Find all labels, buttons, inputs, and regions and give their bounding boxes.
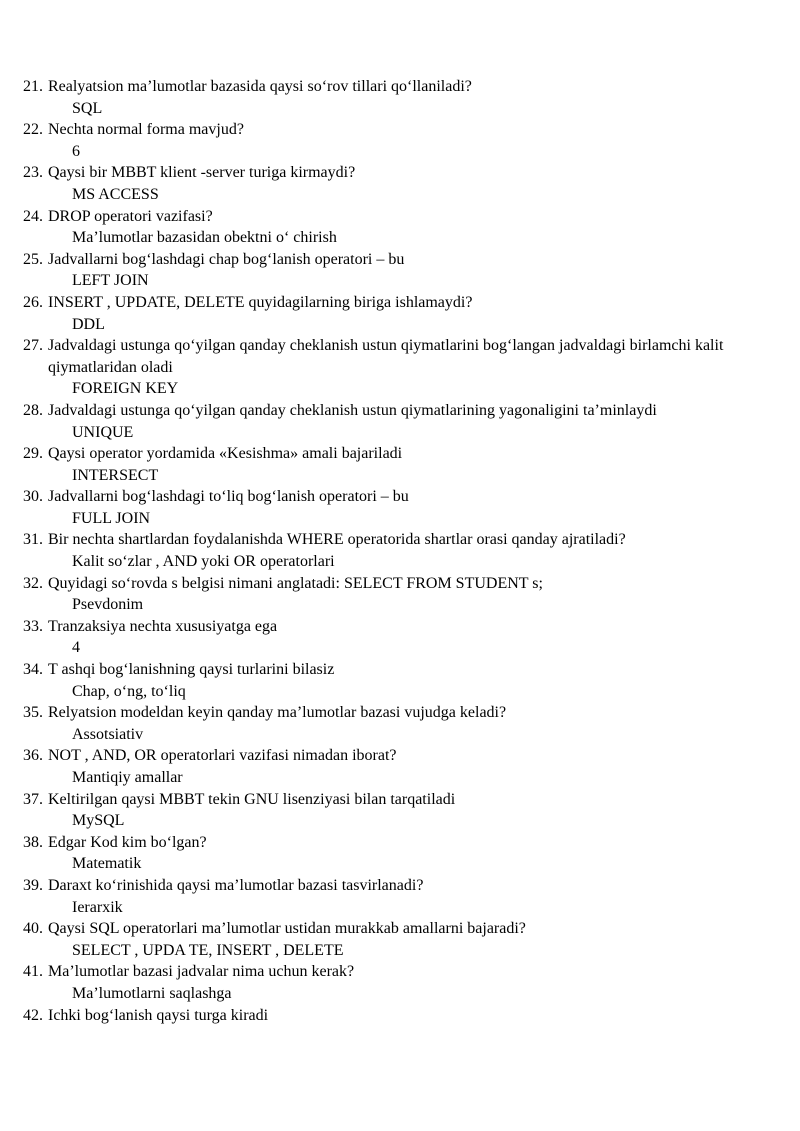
question-number: 24.: [23, 207, 43, 225]
question: [0, 961, 800, 983]
question: [0, 789, 800, 811]
answer-text: Matematik: [72, 855, 142, 873]
question-text: Qaysi operator yordamida «Kesishma» amali bajariladi: [48, 445, 403, 463]
question-text: INSERT , UPDATE, DELETE quyidagilarning biriga ishlamaydi?: [48, 293, 473, 311]
question: [0, 335, 800, 378]
question: [0, 443, 800, 465]
answer-text: FOREIGN KEY: [72, 380, 179, 398]
question-number: 34.: [23, 661, 43, 679]
question-number: 32.: [23, 574, 43, 592]
question-number: 26.: [23, 293, 43, 311]
question-text: Jadvaldagi ustunga qo‘yilgan qanday cheklanish ustun qiymatlarining yagonaligini ta’minlaydi: [48, 401, 657, 419]
question-text: Keltirilgan qaysi MBBT tekin GNU lisenziyasi bilan tarqatiladi: [48, 790, 456, 808]
answer-text: MySQL: [72, 812, 125, 830]
answer-text: FULL JOIN: [72, 509, 151, 527]
question-number: 29.: [23, 445, 43, 463]
question-number: 41.: [23, 963, 43, 981]
question-text: NOT , AND, OR operatorlari vazifasi nimadan iborat?: [48, 747, 397, 765]
qa-item: [0, 961, 800, 1004]
question-number: 38.: [23, 833, 43, 851]
answer-text: SELECT , UPDA TE, INSERT , DELETE: [72, 941, 344, 959]
question: [0, 573, 800, 595]
question-text: Jadvaldagi ustunga qo‘yilgan qanday cheklanish ustun qiymatlarini bog‘langan jadvaldagi birlamchi kalit qiymatlaridan oladi: [48, 337, 724, 376]
qa-item: [0, 745, 800, 788]
qa-item: [0, 616, 800, 659]
question: [0, 119, 800, 141]
question-text: Qaysi SQL operatorlari ma’lumotlar ustidan murakkab amallarni bajaradi?: [48, 920, 526, 938]
question-number: 21.: [23, 78, 43, 95]
question: [0, 400, 800, 422]
question: [0, 486, 800, 508]
question-number: 30.: [23, 488, 43, 506]
answer-text: DDL: [72, 315, 105, 333]
question: [0, 745, 800, 767]
qa-item: [0, 206, 800, 249]
question-text: Qaysi bir MBBT klient -server turiga kirmaydi?: [48, 164, 356, 182]
qa-item: [0, 529, 800, 572]
question-text: Bir nechta shartlardan foydalanishda WHERE operatorida shartlar orasi qanday ajratiladi?: [48, 531, 626, 549]
question: [0, 832, 800, 854]
qa-item: [0, 789, 800, 832]
question-text: Quyidagi so‘rovda s belgisi nimani anglatadi: SELECT FROM STUDENT s;: [48, 574, 543, 592]
qa-item: [0, 443, 800, 486]
answer-text: Mantiqiy amallar: [72, 769, 183, 786]
question: [0, 659, 800, 681]
question-text: Daraxt ko‘rinishida qaysi ma’lumotlar bazasi tasvirlanadi?: [48, 876, 424, 894]
question-text: Jadvallarni bog‘lashdagi chap bog‘lanish operatori – bu: [48, 250, 405, 268]
qa-item: [0, 335, 800, 400]
question-number: 33.: [23, 617, 43, 635]
question-number: 37.: [23, 790, 43, 808]
qa-item: [0, 400, 800, 443]
question-list: [0, 76, 800, 1026]
question: [0, 206, 800, 228]
qa-item: [0, 875, 800, 918]
question-number: 28.: [23, 401, 43, 419]
qa-item: [0, 249, 800, 292]
answer-text: INTERSECT: [72, 466, 159, 484]
answer-text: Ma’lumotlarni saqlashga: [72, 984, 232, 1002]
answer-text: 4: [72, 639, 80, 657]
qa-item: [0, 918, 800, 961]
question-number: 25.: [23, 250, 43, 268]
question-text: Jadvallarni bog‘lashdagi to‘liq bog‘lanish operatori – bu: [48, 488, 409, 506]
answer-text: Ma’lumotlar bazasidan obektni o‘ chirish: [72, 229, 337, 247]
question-text: Nechta normal forma mavjud?: [48, 121, 244, 139]
question-number: 39.: [23, 876, 43, 894]
qa-item: [0, 659, 800, 702]
question-number: 40.: [23, 920, 43, 938]
question: [0, 875, 800, 897]
qa-item: [0, 292, 800, 335]
qa-item: [0, 76, 800, 119]
question: [0, 702, 800, 724]
question: [0, 529, 800, 551]
answer-text: LEFT JOIN: [72, 272, 149, 290]
question-number: 35.: [23, 704, 43, 722]
question: [0, 162, 800, 184]
answer-text: Ierarxik: [72, 898, 123, 916]
qa-item: [0, 1005, 800, 1027]
answer-text: Assotsiativ: [72, 725, 144, 743]
answer-text: UNIQUE: [72, 423, 134, 441]
answer-text: Chap, o‘ng, to‘liq: [72, 682, 186, 700]
qa-item: [0, 832, 800, 875]
question-number: 23.: [23, 164, 43, 182]
question-text: Ma’lumotlar bazasi jadvalar nima uchun kerak?: [48, 963, 355, 981]
question-text: T ashqi bog‘lanishning qaysi turlarini bilasiz: [48, 661, 335, 679]
answer-text: SQL: [72, 99, 103, 117]
question-text: Edgar Kod kim bo‘lgan?: [48, 833, 207, 851]
question-number: 27.: [23, 337, 43, 355]
question-text: Realyatsion ma’lumotlar bazasida qaysi so‘rov tillari qo‘llaniladi?: [48, 78, 472, 95]
question: [0, 616, 800, 638]
question-number: 42.: [23, 1006, 43, 1024]
qa-item: [0, 119, 800, 162]
answer-text: Psevdonim: [72, 596, 144, 614]
question-text: Relyatsion modeldan keyin qanday ma’lumotlar bazasi vujudga keladi?: [48, 704, 507, 722]
question-text: Ichki bog‘lanish qaysi turga kiradi: [48, 1006, 269, 1024]
answer-text: 6: [72, 142, 80, 160]
qa-item: [0, 573, 800, 616]
qa-item: [0, 702, 800, 745]
answer-text: MS ACCESS: [72, 185, 159, 203]
question: [0, 1005, 800, 1027]
question-text: Tranzaksiya nechta xususiyatga ega: [48, 617, 278, 635]
question-text: DROP operatori vazifasi?: [48, 207, 213, 225]
answer-text: Kalit so‘zlar , AND yoki OR operatorlari: [72, 553, 335, 571]
question: [0, 292, 800, 314]
question-number: 36.: [23, 747, 43, 765]
question-number: 31.: [23, 531, 43, 549]
qa-item: [0, 486, 800, 529]
question-number: 22.: [23, 121, 43, 139]
question: [0, 76, 800, 98]
question: [0, 249, 800, 271]
qa-item: [0, 162, 800, 205]
question: [0, 918, 800, 940]
